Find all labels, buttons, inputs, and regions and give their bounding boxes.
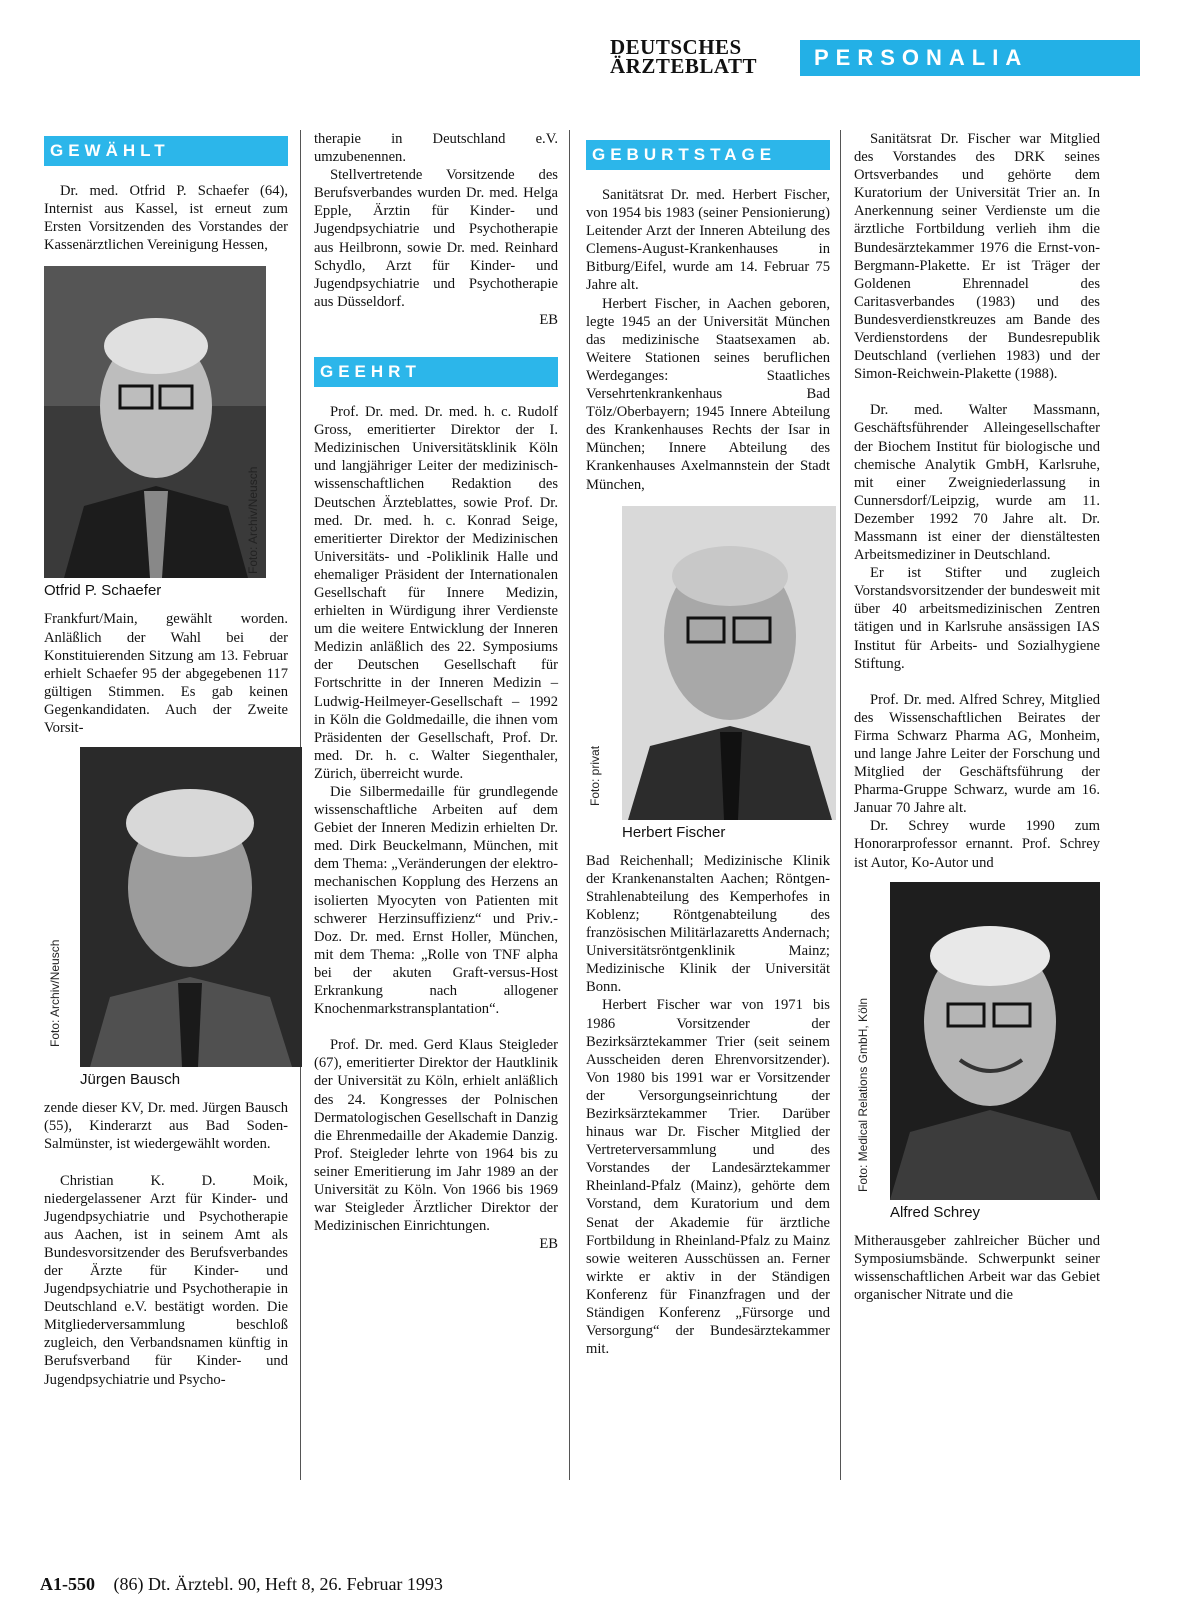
photo-credit: Foto: Medical Relations GmbH, Köln	[856, 997, 870, 1192]
photo-caption: Jürgen Bausch	[80, 1071, 181, 1089]
article-paragraph: Prof. Dr. med. Gerd Klaus Steigleder (67), emeritierter Direktor der Hautklinik der Universität zu Köln, erhielt anläßlich des 24. Kongresses der Polnischen Dermatologischen Gesellschaft in Danzig die Ehrenmedaille der Akademie Danzig. Prof. Steigleder lehrte von 1964 bis zu seiner Emeritierung im Jahr 1989 an der Universität zu Köln. Von 1966 bis 1969 war Steigleder Ärztlicher Direktor der Medizinischen Einrichtungen.	[314, 1037, 558, 1235]
logo-line-2: ÄRZTEBLATT	[610, 54, 757, 78]
section-heading-gewaehlt: GEWÄHLT	[44, 136, 288, 166]
column-3	[586, 140, 830, 1358]
column-rule	[840, 130, 841, 1480]
article-paragraph: Er ist Stifter und zugleich Vorstandsvorsitzender der bundesweit mit über 40 arbeitsmedizinischen Zentren tätigen und in Karlsruhe ansässigen IAS Institut für Arbeits- und Sozialhygiene Stiftung.	[854, 565, 1100, 672]
photo-credit: Foto: privat	[588, 745, 602, 806]
section-banner: PERSONALIA	[800, 40, 1140, 76]
article-paragraph: Dr. Schrey wurde 1990 zum Honorarprofessor ernannt. Prof. Schrey ist Autor, Ko-Autor und	[854, 818, 1100, 871]
article-paragraph: Prof. Dr. med. Dr. med. h. c. Rudolf Gross, emeritierter Direktor der I. Medizinischen Universitätsklinik Köln und langjähriger Leiter der medizinisch-wissenschaftlichen Redaktion des Deutschen Ärzteblattes, sowie Prof. Dr. med. Dr. med. h. c. Konrad Seige, emeritierter Direktor der Medizinischen Universitäts- und -Poliklinik Halle und ehemaliger Präsident der Internationalen Gesellschaft für Innere Medizin, erhielten in Würdigung ihrer Verdienste um die weitere Entwicklung der Inneren Medizin anläßlich des 22. Symposiums der Deutschen Gesellschaft für Fortschritte in der Inneren Medizin – Ludwig-Heilmeyer-Gesellschaft – 1992 in Köln die Goldmedaille, die ihnen vom Präsidenten der Gesellschaft, Prof. Dr. med. Dr. h. c. Walter Siegenthaler, Zürich, überreicht wurde.	[314, 404, 558, 782]
article-paragraph: Christian K. D. Moik, niedergelassener Arzt für Kinder- und Jugendpsychiatrie und Psychotherapie aus Aachen, ist in seinem Amt als Bundesvorsitzender des Berufsverbandes der Ärzte für Kinder- und Jugendpsychiatrie und Psychotherapie in Deutschland e.V. bestätigt worden. Die Mitgliederversammlung beschloß zugleich, den Verbandsnamen künftig in Berufsverband für Kinder- und Jugendpsychiatrie und Psycho-	[44, 1172, 288, 1388]
portrait-photo	[44, 266, 266, 578]
article-paragraph: Prof. Dr. med. Alfred Schrey, Mitglied des Wissenschaftlichen Beirates der Firma Schwarz Pharma AG, Monheim, und lange Jahre Leiter der Forschung und Mitglied der Geschäftsführung der Pharma-Gruppe Schwarz, wurde am 16. Januar 70 Jahre alt.	[854, 691, 1100, 817]
section-heading-geehrt: GEEHRT	[314, 357, 558, 387]
article-paragraph: Sanitätsrat Dr. med. Herbert Fischer, von 1954 bis 1983 (seiner Pensionierung) Leitender Arzt der Inneren Abteilung des Clemens-August-Krankenhauses in Bitburg/Eifel, wurde am 14. Februar 75 Jahre alt.	[586, 187, 830, 294]
journal-logo	[610, 35, 772, 78]
photo-caption: Herbert Fischer	[622, 823, 726, 841]
article-paragraph: Frankfurt/Main, gewählt worden. Anläßlich der Wahl bei der Konstituierenden Sitzung am 13. Februar erhielt Schaefer 95 der abgegebenen 117 gültigen Stimmen. Es gab keinen Gegenkandidaten. Auch der Zweite Vorsit-	[44, 611, 288, 737]
article-paragraph: Dr. med. Otfrid P. Schaefer (64), Internist aus Kassel, ist erneut zum Ersten Vorsitzenden des Vorstandes der Kassenärztlichen Vereinigung Hessen,	[44, 183, 288, 254]
photo-caption: Otfrid P. Schaefer	[44, 582, 162, 600]
portrait-photo	[48, 747, 302, 1067]
article-paragraph: therapie in Deutschland e.V. umzubenennen.	[314, 131, 558, 166]
logo-line-1: DEUTSCHES	[610, 35, 742, 59]
signature: EB	[539, 311, 558, 328]
article-paragraph: Herbert Fischer, in Aachen geboren, legte 1945 an der Universität München das medizinische Staatsexamen ab. Weitere Stationen seines beruflichen Werdeganges: Staatliches Versehrtenkrankenhaus Bad Tölz/Oberbayern; 1945 Innere Abteilung des Krankenhauses Rechts der Isar in München; Innere Abteilung des Krankenhauses Axelmannstein der Stadt München,	[586, 295, 830, 493]
article-paragraph: Dr. med. Walter Massmann, Geschäftsführender Alleingesellschafter der Biochem Institut für biologische und chemische Analytik GmbH, Karlsruhe, mit einer Zweigniederlassung in Cunnersdorf/Leipzig, wurde am 11. Dezember 1992 70 Jahre alt. Dr. Massmann ist einer der dienstältesten Arbeitsmediziner in Deutschland.	[854, 402, 1100, 564]
column-4	[854, 130, 1100, 1304]
column-1	[44, 136, 288, 1389]
citation: (86) Dt. Ärztebl. 90, Heft 8, 26. Februar 1993	[113, 1574, 443, 1594]
photo-credit: Foto: Archiv/Neusch	[48, 939, 62, 1048]
article-paragraph: zende dieser KV, Dr. med. Jürgen Bausch (55), Kinderarzt aus Bad Soden-Salmünster, ist wiedergewählt worden.	[44, 1100, 288, 1153]
article-paragraph: Bad Reichenhall; Medizinische Klinik der Krankenanstalten Aachen; Röntgen-Strahlenabteilung des Kemperhofes in Koblenz; Röntgenabteilung des französischen Militärlazaretts Andernach; Universitätsröntgenklinik Mainz; Medizinische Klinik der Universität Bonn.	[586, 852, 830, 996]
article-paragraph: Stellvertretende Vorsitzende des Berufsverbandes wurden Dr. med. Helga Epple, Ärztin für Kinder- und Jugendpsychiatrie und Psychotherapie aus Heilbronn, sowie Dr. med. Reinhard Schydlo, Arzt für Kinder- und Jugendpsychiatrie und Psychotherapie aus Düsseldorf.	[314, 167, 558, 310]
signature: EB	[539, 1236, 558, 1253]
article-paragraph: Mitherausgeber zahlreicher Bücher und Symposiumsbände. Schwerpunkt seiner wissenschaftlichen Arbeit war das Gebiet organischer Nitrate und die	[854, 1232, 1100, 1304]
column-rule	[569, 130, 570, 1480]
portrait-photo	[856, 882, 1100, 1200]
article-paragraph: Die Silbermedaille für grundlegende wissenschaftliche Arbeiten auf dem Gebiet der Inneren Medizin erhielten Dr. med. Dirk Beuckelmann, München, mit dem Thema: „Veränderungen der elektro-mechanischen Kopplung des Herzens an isolierten Myocyten von Patienten mit schwerer Herzinsuffizienz“ und Priv.-Doz. Dr. med. Ernst Holler, München, mit dem Thema: „Rolle von TNF alpha bei der akuten Graft-versus-Host Erkrankung nach allogener Knochenmarkstransplantation“.	[314, 784, 558, 1018]
photo-credit: Foto: Archiv/Neusch	[246, 466, 260, 575]
page-footer	[40, 1574, 443, 1595]
article-paragraph: Sanitätsrat Dr. Fischer war Mitglied des Vorstandes des DRK seines Ortsverbandes und gehörte dem Kuratorium der Universität Trier an. In Anerkennung seiner Verdienste um die ärztliche Fortbildung verlieh ihm die Bundesärztekammer 1976 die Ernst-von-Bergmann-Plakette. Er ist Träger der Goldenen Ehrennadel des Caritasverbandes (1983) und des Bundesverdienstkreuzes am Bande des Verdienstordens der Bundesrepublik Deutschland (verliehen 1983) und der Simon-Reichwein-Plakette (1988).	[854, 131, 1100, 383]
article-paragraph: Herbert Fischer war von 1971 bis 1986 Vorsitzender der Bezirksärztekammer Trier (seit seinem Ausscheiden deren Ehrenvorsitzender). Von 1980 bis 1991 war er Vorsitzender der Versorgungseinrichtung der Bezirksärztekammer Trier. Darüber hinaus war Dr. Fischer Mitglied der Vertreterversammlung und des Vorstandes der Landesärztekammer Rheinland-Pfalz (Mainz), gehörte dem Vorstand, dem Kuratorium und dem Senat der Akademie für ärztliche Fortbildung in Rheinland-Pfalz zu Mainz sowie weiteren Ausschüssen an. Ferner wirkte er aktiv in der Ständigen Konferenz für Finanzfragen und der Ständigen Konferenz „Fürsorge und Versorgung“ der Bundesärztekammer mit.	[586, 997, 830, 1358]
page-number: A1-550	[40, 1574, 95, 1594]
portrait-photo	[588, 506, 836, 820]
photo-caption: Alfred Schrey	[890, 1203, 981, 1221]
section-heading-geburtstage: GEBURTSTAGE	[586, 140, 830, 170]
column-2	[314, 130, 558, 1253]
